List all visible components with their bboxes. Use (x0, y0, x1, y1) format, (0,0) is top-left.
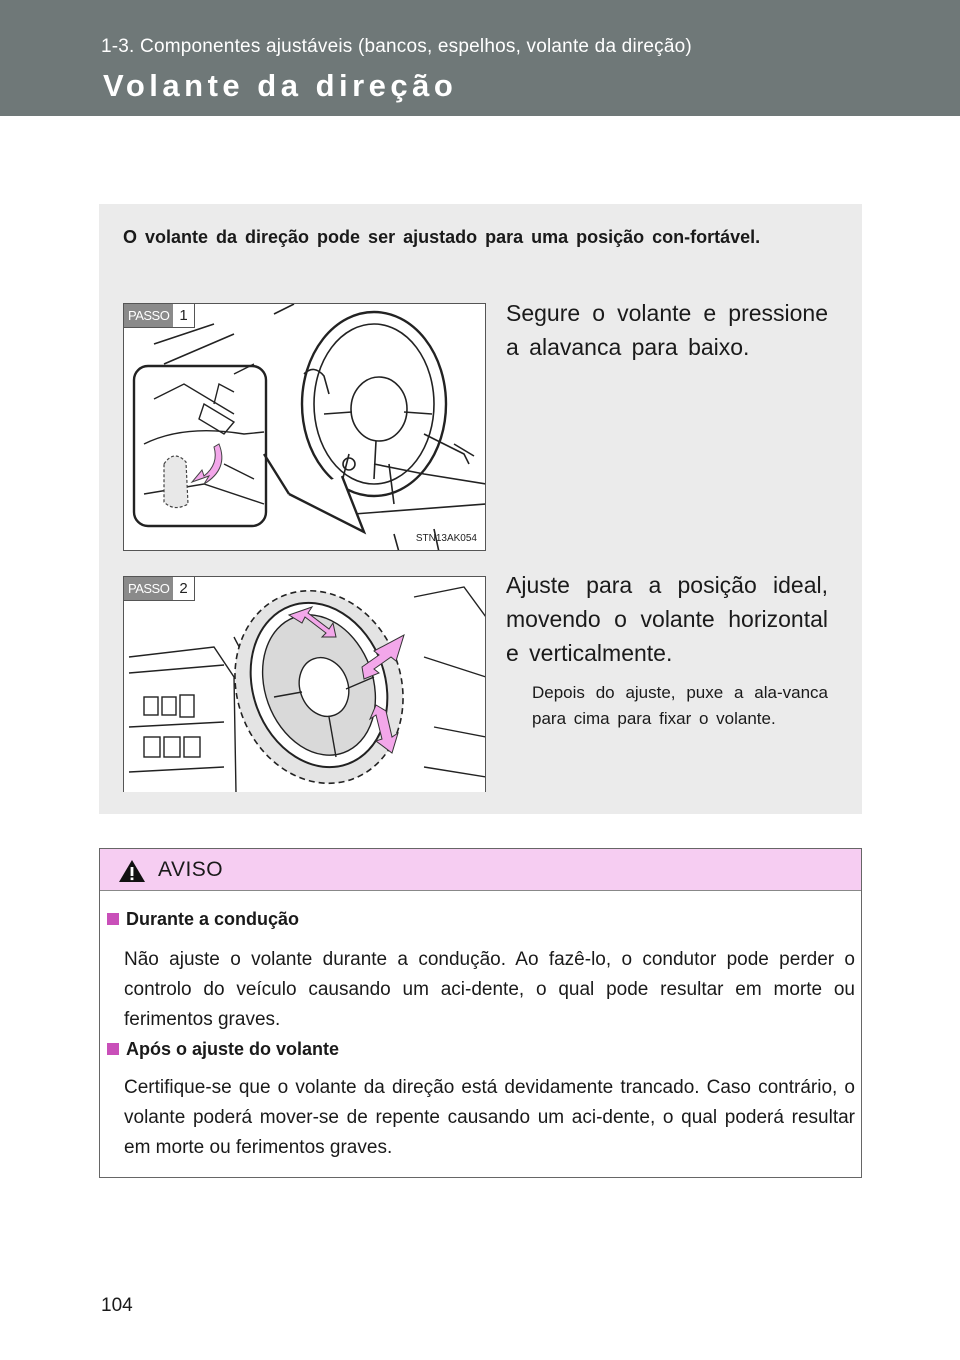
step-2-text: Ajuste para a posição ideal, movendo o volante horizontal e verticalmente. (506, 572, 828, 666)
figure-code: STN13AK054 (415, 533, 477, 544)
warning-section-body: Certifique-se que o volante da direção está devidamente trancado. Caso contrário, o volante poderá mover-se de repente causando um aci-dente, o qual poderá resultar em morte ou ferimentos graves. (124, 1077, 855, 1158)
step-2-badge (124, 577, 195, 601)
step-1-illustration (123, 303, 486, 551)
bullet-square-icon (107, 1043, 119, 1055)
warning-heading-text: Após o ajuste do volante (126, 1039, 340, 1059)
step-badge-number: 2 (179, 580, 188, 597)
warning-heading-text: Durante a condução (126, 909, 300, 929)
warning-triangle-icon (118, 859, 146, 883)
page-title: Volante da direção (103, 68, 458, 103)
step-2-note: Depois do ajuste, puxe a ala-vanca para cima para fixar o volante. (532, 683, 828, 728)
warning-section-body: Não ajuste o volante durante a condução. Ao fazê-lo, o condutor pode perder o controlo do veículo causando um aci-dente, o qual pode resultar em morte ou ferimentos graves. (124, 949, 855, 1030)
bullet-square-icon (107, 913, 119, 925)
section-breadcrumb: 1-3. Componentes ajustáveis (bancos, espelhos, volante da direção) (101, 36, 692, 57)
warning-section-heading (107, 909, 299, 930)
step-2-illustration (123, 576, 486, 792)
step-1-badge (124, 304, 195, 328)
step-badge-number: 1 (179, 307, 188, 324)
warning-box (99, 848, 862, 1178)
warning-label: AVISO (158, 858, 224, 881)
step-badge-label: PASSO (124, 304, 173, 327)
warning-header (100, 849, 861, 891)
step-badge-label: PASSO (124, 577, 173, 600)
page-number: 104 (101, 1295, 133, 1316)
wheel-adjustment-illustration-icon (124, 577, 486, 792)
intro-text: O volante da direção pode ser ajustado para uma posição con-fortável. (123, 227, 761, 247)
step-1-text: Segure o volante e pressione a alavanca para baixo. (506, 300, 828, 360)
lever-illustration-icon (124, 304, 486, 551)
page-header (0, 0, 960, 116)
warning-section-heading (107, 1039, 339, 1060)
